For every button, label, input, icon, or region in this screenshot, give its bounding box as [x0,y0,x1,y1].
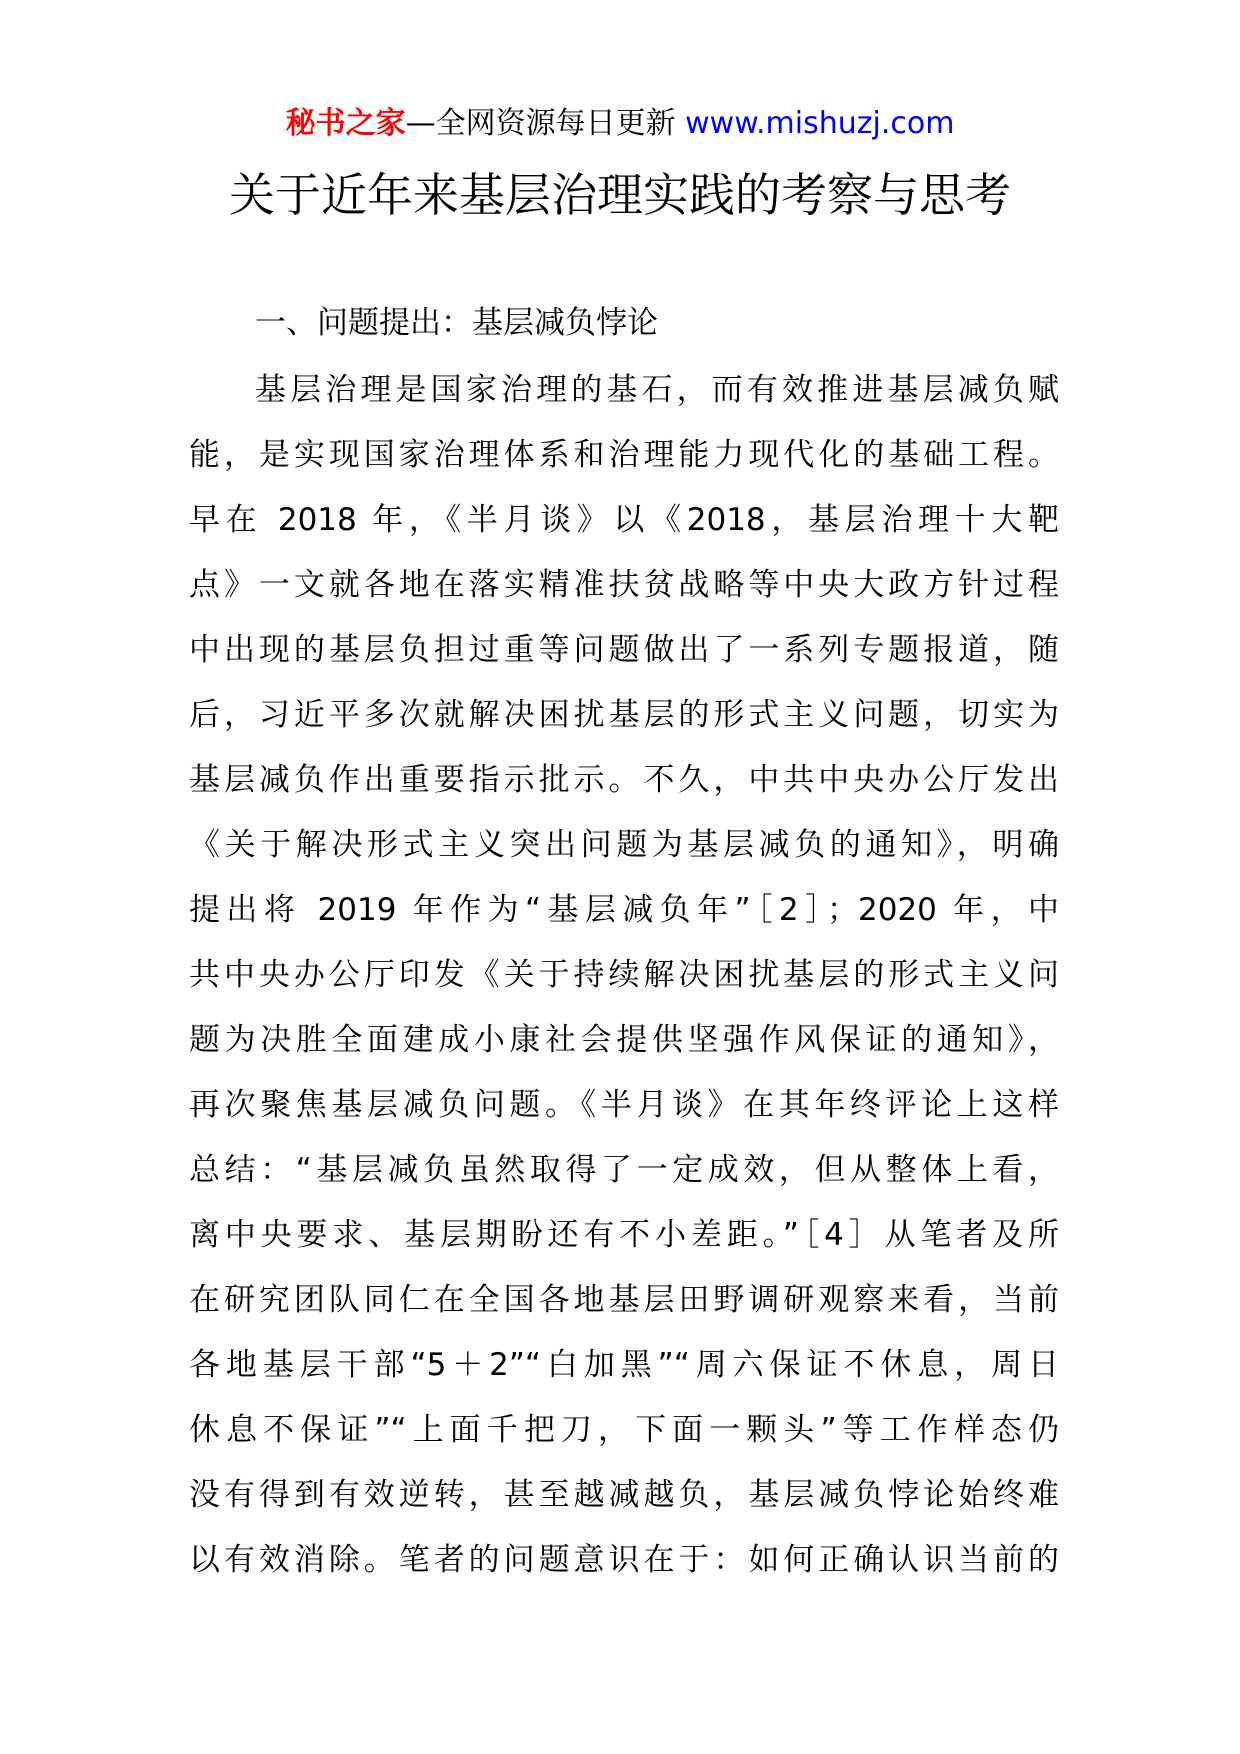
paragraph-line: 以有效消除。笔者的问题意识在于：如何正确认识当前的 [189,1542,1059,1578]
site-url-link[interactable]: www.mishuzj.com [685,106,955,141]
section-heading: 一、问题提出：基层减负悖论 [255,305,658,341]
paragraph-line: 题为决胜全面建成小康社会提供坚强作风保证的通知》， [189,1022,1059,1058]
body-paragraph [189,358,1059,1593]
paragraph-line: 再次聚焦基层减负问题。《半月谈》在其年终评论上这样 [189,1087,1059,1123]
paragraph-line: 后，习近平多次就解决困扰基层的形式主义问题，切实为 [189,697,1059,733]
paragraph-line: 在研究团队同仁在全国各地基层田野调研观察来看，当前 [189,1282,1059,1318]
document-title: 关于近年来基层治理实践的考察与思考 [229,168,1011,222]
paragraph-line: 点》一文就各地在落实精准扶贫战略等中央大政方针过程 [189,567,1059,603]
paragraph-line: 提出将 2019 年作为“基层减负年”［2］；2020 年，中 [189,892,1059,928]
paragraph-line: 休息不保证”“上面千把刀，下面一颗头”等工作样态仍 [189,1412,1059,1448]
paragraph-line: 《关于解决形式主义突出问题为基层减负的通知》，明确 [189,827,1059,863]
paragraph-line: 总结：“基层减负虽然取得了一定成效，但从整体上看， [189,1152,1059,1188]
paragraph-line: 早在 2018 年，《半月谈》以《2018，基层治理十大靶 [189,502,1059,538]
site-tagline: —全网资源每日更新 [405,106,686,141]
site-header [0,100,1240,148]
paragraph-line: 中出现的基层负担过重等问题做出了一系列专题报道，随 [189,632,1059,668]
paragraph-line: 共中央办公厅印发《关于持续解决困扰基层的形式主义问 [189,957,1059,993]
paragraph-line: 能，是实现国家治理体系和治理能力现代化的基础工程。 [189,437,1059,473]
paragraph-line: 基层治理是国家治理的基石，而有效推进基层减负赋 [255,372,1059,408]
paragraph-line: 没有得到有效逆转，甚至越减越负，基层减负悖论始终难 [189,1477,1059,1513]
paragraph-line: 各地基层干部“5＋2”“白加黑”“周六保证不休息，周日 [189,1347,1059,1383]
site-brand: 秘书之家 [285,106,406,141]
paragraph-line: 基层减负作出重要指示批示。不久，中共中央办公厅发出 [189,762,1059,798]
paragraph-line: 离中央要求、基层期盼还有不小差距。”［4］从笔者及所 [189,1217,1059,1253]
